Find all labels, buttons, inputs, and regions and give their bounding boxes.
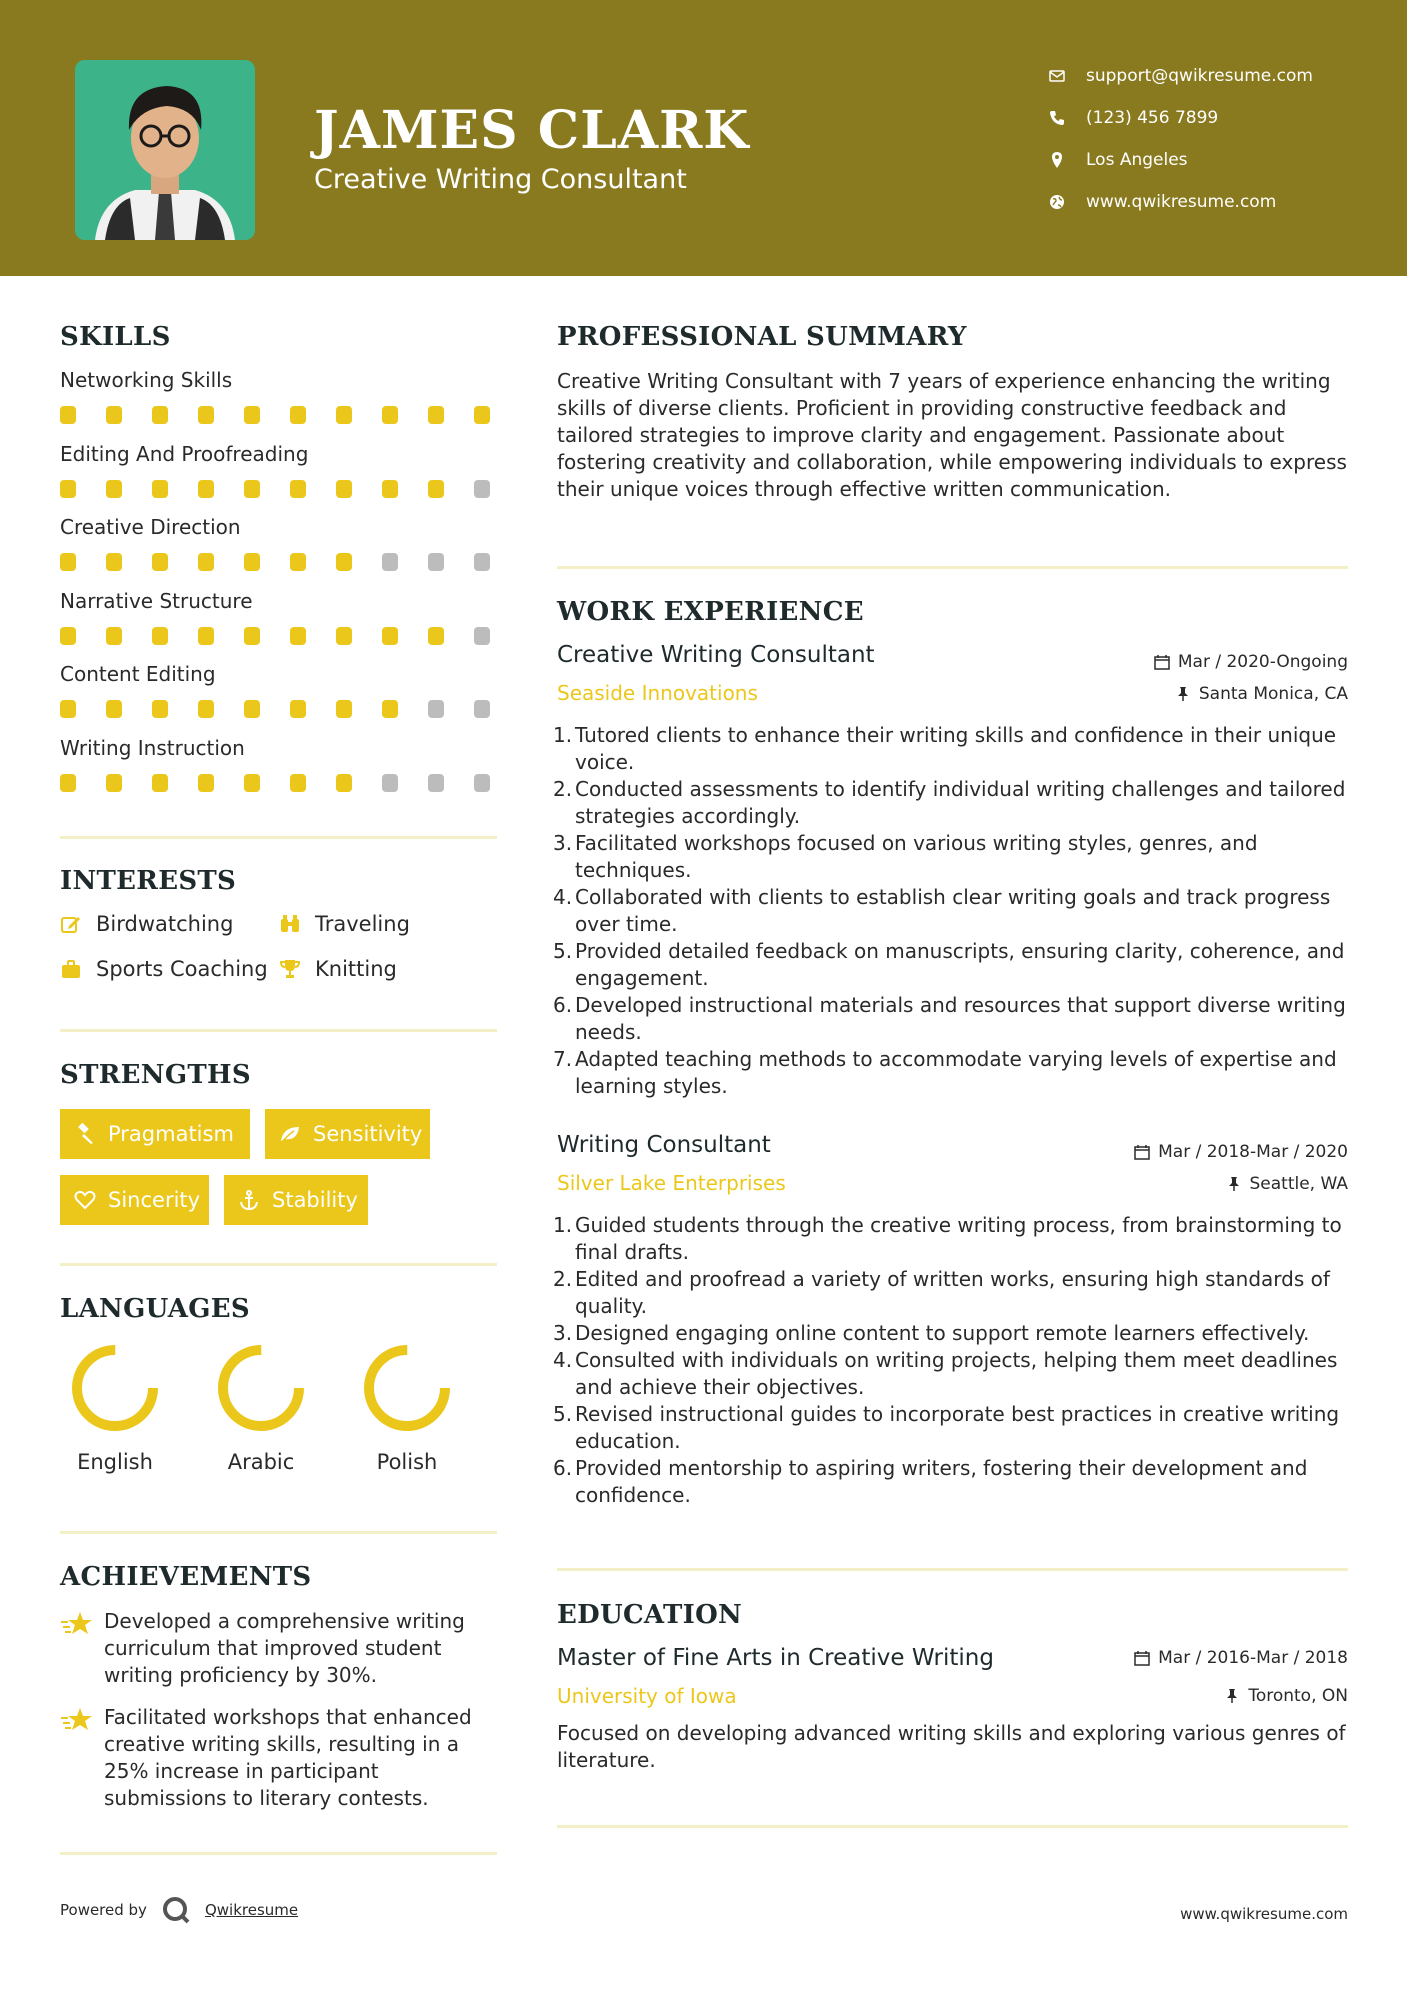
skill-name: Creative Direction [60,515,241,539]
duty-item [553,1266,1353,1320]
rating-dot [290,627,306,645]
rating-dot [198,406,214,424]
rating-dot [106,627,122,645]
duty-number: 1. [553,723,573,747]
duty-item [553,1347,1353,1401]
duty-text: Conducted assessments to identify individual writing challenges and tailored strategies accordingly. [575,777,1346,828]
skill-rating [60,553,490,571]
rating-dot [60,774,76,792]
duty-text: Tutored clients to enhance their writing skills and confidence in their unique voice. [575,723,1337,774]
rating-dot [152,480,168,498]
duty-number: 1. [553,1213,573,1237]
rating-dot [382,406,398,424]
rating-dot [60,700,76,718]
profile-photo [75,60,255,240]
rating-dot [336,480,352,498]
rating-dot [428,553,444,571]
rating-dot [474,627,490,645]
achievement-item: Facilitated workshops that enhanced creative writing skills, resulting in a 25% increase in participant submissions to literary contests. [60,1704,500,1812]
rating-dot [106,700,122,718]
rating-dot [152,774,168,792]
rating-dot [290,700,306,718]
rating-dot [290,480,306,498]
language-level-arc [77,1350,153,1426]
skill-name: Editing And Proofreading [60,441,309,466]
language-level-arc [223,1350,299,1426]
candidate-name: JAMES CLARK [314,100,750,161]
language-gauge [359,1340,455,1436]
gavel-icon [74,1123,96,1145]
star-icon [60,1610,94,1638]
job-location: Santa Monica, CA [1175,684,1348,704]
rating-dot [244,553,260,571]
job-duties [553,722,1353,1100]
summary-text: Creative Writing Consultant with 7 years of experience enhancing the writing skills of diverse clients. Proficient in providing constructive feedback and tailored strategies to improve clarity and engagement. Passionate about fostering creativity and collaboration, while empowering individuals to express their unique voices through effective written communication. [557,369,1347,501]
duty-text: Adapted teaching methods to accommodate varying levels of expertise and learning styles. [575,1047,1337,1098]
skill-name: Narrative Structure [60,588,253,613]
anchor-icon [238,1189,260,1211]
duty-number: 4. [553,885,573,909]
rating-dot [382,480,398,498]
calendar-icon [1134,1144,1150,1160]
duty-text: Guided students through the creative writing process, from brainstorming to final drafts. [575,1213,1342,1264]
trophy-icon [279,958,301,980]
rating-dot [244,406,260,424]
brand-link[interactable]: Qwikresume [204,1901,299,1919]
skill-name: Writing Instruction [60,735,245,760]
school-name: University of Iowa [557,1684,737,1708]
resume-header [0,0,1407,276]
rating-dot [198,480,214,498]
language-item [60,1340,170,1474]
rating-dot [60,627,76,645]
candidate-title: Creative Writing Consultant [314,164,687,195]
skill-rating [60,406,490,424]
rating-dot [474,406,490,424]
duty-text: Designed engaging online content to support remote learners effectively. [575,1321,1310,1345]
skill-rating [60,700,490,718]
rating-dot [290,406,306,424]
rating-dot [198,700,214,718]
rating-dot [382,627,398,645]
job-location: Seattle, WA [1226,1174,1349,1194]
degree-title: Master of Fine Arts in Creative Writing [557,1645,994,1671]
rating-dot [290,553,306,571]
education-heading: EDUCATION [557,1600,743,1630]
contact-phone[interactable] [1048,97,1313,139]
rating-dot [152,406,168,424]
job-title: Writing Consultant [557,1132,771,1158]
duty-item [553,776,1353,830]
language-name: English [77,1450,153,1474]
contact-list [1048,55,1313,223]
strength-tag: Sensitivity [265,1109,430,1159]
rating-dot [428,480,444,498]
experience-divider [557,1568,1348,1571]
rating-dot [60,480,76,498]
rating-dot [244,700,260,718]
job-duties [553,1212,1353,1509]
rating-dot [336,700,352,718]
calendar-icon [1134,1650,1150,1666]
rating-dot [106,774,122,792]
achievement-item: Developed a comprehensive writing curriculum that improved student writing proficiency by 30%. [60,1608,500,1689]
duty-number: 3. [553,831,573,855]
rating-dot [106,406,122,424]
experience-heading: WORK EXPERIENCE [557,597,864,627]
interests-heading: INTERESTS [60,866,237,896]
strength-tag: Pragmatism [60,1109,250,1159]
interest-item: Birdwatching [60,912,233,936]
duty-item [553,992,1353,1046]
skills-heading: SKILLS [60,322,171,352]
duty-number: 6. [553,993,573,1017]
heart-icon [74,1189,96,1211]
rating-dot [474,480,490,498]
rating-dot [382,700,398,718]
briefcase-icon [60,958,82,980]
education-location: Toronto, ON [1224,1686,1348,1706]
duty-text: Provided mentorship to aspiring writers, fostering their development and confidence. [575,1456,1308,1507]
duty-number: 6. [553,1456,573,1480]
globe-icon [1048,193,1066,211]
rating-dot [106,480,122,498]
rating-dot [428,406,444,424]
contact-email-text: support@qwikresume.com [1086,66,1313,86]
rating-dot [428,700,444,718]
binoculars-icon [279,913,301,935]
education-dates: Mar / 2016-Mar / 2018 [1134,1648,1348,1668]
rating-dot [198,553,214,571]
envelope-icon [1048,67,1066,85]
interest-item: Traveling [279,912,410,936]
rating-dot [152,700,168,718]
duty-text: Consulted with individuals on writing projects, helping them meet deadlines and achieve their objectives. [575,1348,1338,1399]
pushpin-icon [1226,1176,1242,1192]
language-item [352,1340,462,1474]
duty-item [553,1212,1353,1266]
duty-item [553,1401,1353,1455]
rating-dot [198,627,214,645]
leaf-icon [279,1123,301,1145]
footer-website[interactable]: www.qwikresume.com [1180,1905,1348,1923]
rating-dot [336,774,352,792]
rating-dot [474,700,490,718]
interest-item: Sports Coaching [60,957,268,981]
contact-website[interactable] [1048,181,1313,223]
language-gauge [67,1340,163,1436]
duty-number: 2. [553,777,573,801]
rating-dot [290,774,306,792]
contact-email[interactable] [1048,55,1313,97]
duty-item [553,1455,1353,1509]
duty-text: Provided detailed feedback on manuscripts, ensuring clarity, coherence, and engagement. [575,939,1345,990]
rating-dot [382,553,398,571]
map-marker-icon [1048,151,1066,169]
contact-phone-text: (123) 456 7899 [1086,108,1219,128]
rating-dot [60,406,76,424]
star-icon [60,1706,94,1734]
rating-dot [336,406,352,424]
strengths-heading: STRENGTHS [60,1060,251,1090]
summary-divider [557,566,1348,569]
duty-text: Developed instructional materials and resources that support diverse writing needs. [575,993,1346,1044]
phone-icon [1048,109,1066,127]
calendar-icon [1154,654,1170,670]
duty-item [553,938,1353,992]
footer-powered-by: Powered by Qwikresume [60,1895,298,1925]
rating-dot [244,480,260,498]
rating-dot [474,774,490,792]
interest-item: Knitting [279,957,397,981]
strengths-divider [60,1263,497,1266]
duty-number: 7. [553,1047,573,1071]
company-name: Silver Lake Enterprises [557,1171,786,1195]
rating-dot [382,774,398,792]
rating-dot [106,553,122,571]
pushpin-icon [1224,1688,1240,1704]
duty-text: Edited and proofread a variety of written works, ensuring high standards of quality. [575,1267,1330,1318]
achievements-heading: ACHIEVEMENTS [60,1562,312,1592]
language-level-arc [369,1350,445,1426]
contact-location [1048,139,1313,181]
duty-number: 4. [553,1348,573,1372]
duty-text: Revised instructional guides to incorporate best practices in creative writing education. [575,1402,1340,1453]
duty-item [553,1046,1353,1100]
rating-dot [428,774,444,792]
duty-item [553,1320,1353,1347]
interests-divider [60,1029,497,1032]
job-dates: Mar / 2020-Ongoing [1154,652,1348,672]
education-divider [557,1825,1348,1828]
skill-name: Networking Skills [60,368,233,392]
skill-rating [60,774,490,792]
strength-tag: Sincerity [60,1175,209,1225]
skill-rating [60,627,490,645]
contact-website-text: www.qwikresume.com [1086,192,1277,212]
rating-dot [336,553,352,571]
rating-dot [474,553,490,571]
rating-dot [152,553,168,571]
rating-dot [198,774,214,792]
language-name: Polish [376,1450,438,1474]
duty-text: Collaborated with clients to establish clear writing goals and track progress over time. [575,885,1331,936]
rating-dot [60,553,76,571]
pencil-square-icon [60,913,82,935]
rating-dot [336,627,352,645]
language-name: Arabic [227,1450,295,1474]
duty-number: 5. [553,939,573,963]
rating-dot [244,627,260,645]
duty-item [553,884,1353,938]
pushpin-icon [1175,686,1191,702]
skills-divider [60,836,497,839]
language-item [206,1340,316,1474]
contact-location-text: Los Angeles [1086,150,1188,170]
languages-heading: LANGUAGES [60,1294,250,1324]
job-dates: Mar / 2018-Mar / 2020 [1134,1142,1348,1162]
duty-text: Facilitated workshops focused on various writing styles, genres, and techniques. [575,831,1258,882]
qwikresume-logo-icon [161,1895,191,1925]
summary-heading: PROFESSIONAL SUMMARY [557,322,967,352]
duty-number: 2. [553,1267,573,1291]
rating-dot [244,774,260,792]
skill-name: Content Editing [60,662,216,686]
education-description: Focused on developing advanced writing skills and exploring various genres of literature. [557,1721,1346,1772]
achievements-divider [60,1852,497,1855]
company-name: Seaside Innovations [557,681,758,705]
duty-number: 3. [553,1321,573,1345]
skill-rating [60,480,490,498]
strength-tag: Stability [224,1175,368,1225]
job-title: Creative Writing Consultant [557,642,875,668]
languages-divider [60,1531,497,1534]
rating-dot [428,627,444,645]
duty-item [553,830,1353,884]
rating-dot [152,627,168,645]
language-gauge [213,1340,309,1436]
duty-number: 5. [553,1402,573,1426]
duty-item [553,722,1353,776]
